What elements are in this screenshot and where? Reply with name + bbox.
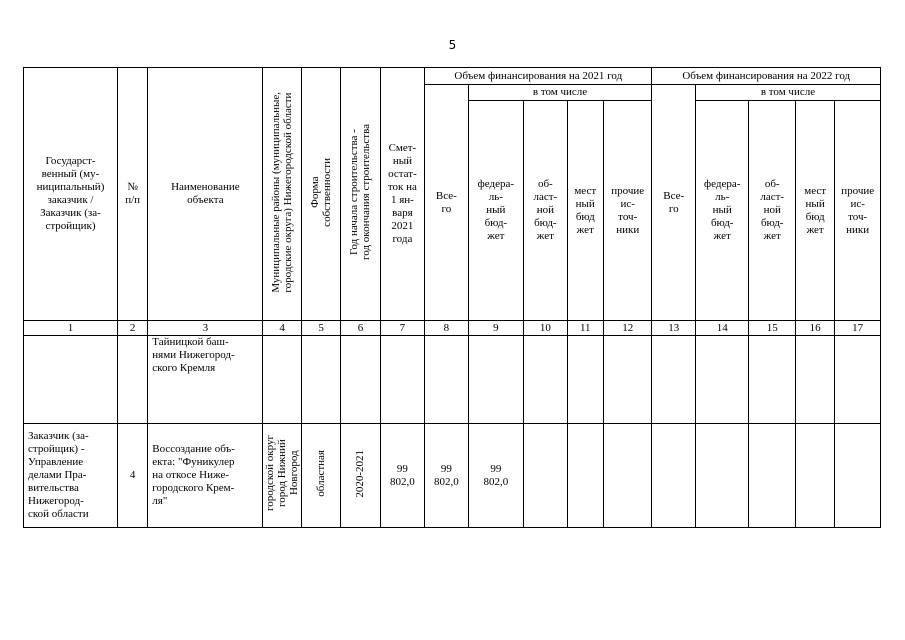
column-number: 9 <box>468 321 524 336</box>
header-other-2021: прочие ис- точ- ники <box>603 101 652 321</box>
header-federal-2022: федера- ль- ный бюд- жет <box>695 101 749 321</box>
column-numbers-row <box>24 321 881 336</box>
header-customer: Государст- венный (му- ниципальный) заказчик / Заказчик (за- стройщик) <box>24 68 118 321</box>
header-local-2022: мест ный бюд жет <box>795 101 834 321</box>
header-local-2021: мест ный бюд жет <box>567 101 603 321</box>
header-object-name: Наименование объекта <box>148 68 263 321</box>
row-number: 4 <box>117 424 147 528</box>
column-number: 11 <box>567 321 603 336</box>
header-total-2021: Все- го <box>425 85 468 321</box>
header-financing-2021: Объем финансирования на 2021 год <box>425 68 652 85</box>
object-name: Воссоздание объ- екта: "Фуникулер на откосе Ниже- городского Крем- ля" <box>148 424 263 528</box>
header-number: № п/п <box>117 68 147 321</box>
page-number: 5 <box>448 38 457 52</box>
header-including-2021: в том числе <box>468 85 652 101</box>
header-regional-2022: об- ласт- ной бюд- жет <box>749 101 795 321</box>
column-number: 4 <box>263 321 301 336</box>
column-number: 12 <box>603 321 652 336</box>
column-number: 17 <box>835 321 881 336</box>
header-ownership: Форма собственности <box>301 68 340 321</box>
header-balance: Смет- ный остат- ток на 1 ян- варя 2021 года <box>380 68 424 321</box>
column-number: 8 <box>425 321 468 336</box>
column-number: 16 <box>795 321 834 336</box>
header-including-2022: в том числе <box>695 85 880 101</box>
table-row <box>24 336 881 424</box>
district: городской округ город Нижний Новгород <box>263 424 301 528</box>
customer-name: Заказчик (за- стройщик) - Управление делами Пра- вительства Нижегород- ской области <box>24 424 118 528</box>
header-regional-2021: об- ласт- ной бюд- жет <box>524 101 567 321</box>
header-federal-2021: федера- ль- ный бюд- жет <box>468 101 524 321</box>
column-number: 2 <box>117 321 147 336</box>
estimated-balance: 99 802,0 <box>380 424 424 528</box>
column-number: 1 <box>24 321 118 336</box>
column-number: 14 <box>695 321 749 336</box>
header-districts: Муниципальные районы (муниципальные, городские округа) Нижегородской области <box>263 68 301 321</box>
column-number: 13 <box>652 321 695 336</box>
object-name-continued: Тайницкой баш- нями Нижегород- ского Кремля <box>148 336 263 424</box>
column-number: 7 <box>380 321 424 336</box>
federal-2021: 99 802,0 <box>468 424 524 528</box>
ownership: областная <box>301 424 340 528</box>
header-years: Год начала строительства - год окончания строительства <box>341 68 380 321</box>
financing-table <box>23 67 881 528</box>
column-number: 6 <box>341 321 380 336</box>
column-number: 10 <box>524 321 567 336</box>
header-financing-2022: Объем финансирования на 2022 год <box>652 68 881 85</box>
header-other-2022: прочие ис- точ- ники <box>835 101 881 321</box>
column-number: 3 <box>148 321 263 336</box>
column-number: 5 <box>301 321 340 336</box>
header-total-2022: Все- го <box>652 85 695 321</box>
total-2021: 99 802,0 <box>425 424 468 528</box>
construction-years: 2020-2021 <box>341 424 380 528</box>
column-number: 15 <box>749 321 795 336</box>
table-row <box>24 424 881 528</box>
